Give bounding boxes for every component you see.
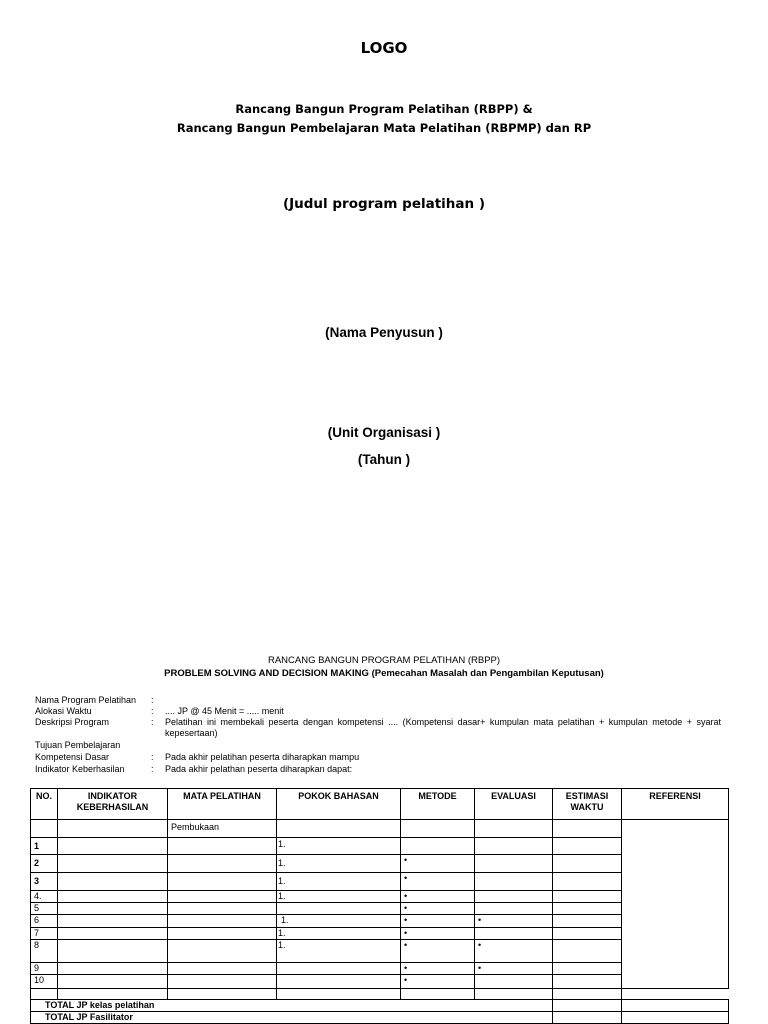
cell-estimasi <box>553 838 622 855</box>
cell-evaluasi: • <box>475 915 553 928</box>
cell-estimasi <box>553 820 622 838</box>
cell-no: 7 <box>31 928 58 940</box>
cell-no: 10 <box>31 975 58 989</box>
cell-evaluasi <box>475 873 553 891</box>
cell-pokok <box>277 903 401 915</box>
cell-estimasi <box>553 873 622 891</box>
info-value: Pada akhir pelatihan peserta diharapkan mampu <box>165 752 360 762</box>
cell-metode: • <box>401 963 475 975</box>
cell-indikator <box>58 903 168 915</box>
cell-no: 6 <box>31 915 58 928</box>
cell-indikator <box>58 989 168 1000</box>
total-kelas-value <box>553 1000 622 1012</box>
total-fasilitator-label: TOTAL JP Fasilitator <box>31 1012 553 1024</box>
total-kelas-row <box>31 1000 729 1012</box>
year-placeholder: (Tahun ) <box>357 452 411 467</box>
cell-pokok <box>277 820 401 838</box>
cell-no: 4. <box>31 891 58 903</box>
cell-mata-pelatihan <box>168 873 277 891</box>
cell-pokok <box>277 963 401 975</box>
logo-text: LOGO <box>360 39 408 57</box>
header-pokok-bahasan: POKOK BAHASAN <box>277 789 401 820</box>
organization-placeholder: (Unit Organisasi ) <box>327 425 441 440</box>
cell-evaluasi <box>475 838 553 855</box>
header-referensi: REFERENSI <box>622 789 729 820</box>
cell-no <box>31 820 58 838</box>
cell-indikator <box>58 975 168 989</box>
cell-indikator <box>58 873 168 891</box>
cell-metode: • <box>401 975 475 989</box>
cell-no: 2 <box>31 855 58 873</box>
cell-pokok: 1. <box>277 928 401 940</box>
cell-metode: • <box>401 928 475 940</box>
cell-evaluasi <box>475 891 553 903</box>
info-colon: : <box>151 764 154 774</box>
cell-pokok <box>277 989 401 1000</box>
cell-mata-pelatihan <box>168 903 277 915</box>
cell-no <box>31 989 58 1000</box>
cell-indikator <box>58 940 168 963</box>
total-kelas-label: TOTAL JP kelas pelatihan <box>31 1000 553 1012</box>
cell-estimasi <box>553 891 622 903</box>
info-colon: : <box>151 706 154 716</box>
cell-evaluasi: • <box>475 940 553 963</box>
cell-estimasi <box>553 963 622 975</box>
info-value: Pada akhir pelathan peserta diharapkan dapat: <box>165 764 353 774</box>
cell-mata-pelatihan <box>168 855 277 873</box>
table-row <box>31 989 729 1000</box>
cell-pokok: 1. <box>277 838 401 855</box>
cell-pokok: 1. <box>277 891 401 903</box>
cell-estimasi <box>553 989 622 1000</box>
table-row <box>31 820 729 838</box>
info-label: Indikator Keberhasilan <box>35 764 125 774</box>
header-evaluasi: EVALUASI <box>475 789 553 820</box>
cover-title-line-1: Rancang Bangun Program Pelatihan (RBPP) & <box>235 102 533 116</box>
cell-mata-pelatihan <box>168 940 277 963</box>
cell-indikator <box>58 915 168 928</box>
cell-mata-pelatihan <box>168 975 277 989</box>
cell-mata-pelatihan <box>168 928 277 940</box>
cell-evaluasi <box>475 855 553 873</box>
cell-estimasi <box>553 928 622 940</box>
cell-metode <box>401 820 475 838</box>
cell-mata-pelatihan <box>168 989 277 1000</box>
cell-estimasi <box>553 940 622 963</box>
rbpp-subheading: PROBLEM SOLVING AND DECISION MAKING (Pemecahan Masalah dan Pengambilan Keputusan) <box>164 668 604 679</box>
cell-pokok: 1. <box>277 873 401 891</box>
table-header-row <box>31 789 729 820</box>
header-metode: METODE <box>401 789 475 820</box>
cell-estimasi <box>553 975 622 989</box>
info-colon: : <box>151 717 154 727</box>
header-no: NO. <box>31 789 58 820</box>
cell-pokok: 1. <box>277 855 401 873</box>
cell-mata-pelatihan <box>168 891 277 903</box>
cell-pokok <box>277 975 401 989</box>
total-fasilitator-value <box>553 1012 622 1024</box>
program-title-placeholder: (Judul program pelatihan ) <box>282 196 486 212</box>
info-label: Deskripsi Program <box>35 717 110 727</box>
cell-estimasi <box>553 903 622 915</box>
cell-evaluasi: • <box>475 963 553 975</box>
total-fasilitator-ref <box>622 1012 729 1024</box>
info-colon: : <box>151 752 154 762</box>
cell-pokok: 1. <box>277 940 401 963</box>
info-label: Kompetensi Dasar <box>35 752 110 762</box>
cell-metode <box>401 989 475 1000</box>
cell-metode: • <box>401 855 475 873</box>
cell-indikator <box>58 928 168 940</box>
cell-indikator <box>58 855 168 873</box>
cell-estimasi <box>553 915 622 928</box>
cell-metode <box>401 838 475 855</box>
cell-evaluasi <box>475 928 553 940</box>
cell-indikator <box>58 891 168 903</box>
cell-evaluasi <box>475 989 553 1000</box>
cell-mata-pelatihan <box>168 915 277 928</box>
cell-referensi <box>622 820 729 989</box>
cell-mata-pelatihan <box>168 838 277 855</box>
header-estimasi-waktu: ESTIMASI WAKTU <box>553 789 622 820</box>
cell-evaluasi <box>475 820 553 838</box>
header-mata-pelatihan: MATA PELATIHAN <box>168 789 277 820</box>
info-label: Tujuan Pembelajaran <box>35 740 121 750</box>
cell-indikator <box>58 838 168 855</box>
cell-estimasi <box>553 855 622 873</box>
cell-no: 3 <box>31 873 58 891</box>
cell-pokok: 1. <box>277 915 401 928</box>
total-kelas-ref <box>622 1000 729 1012</box>
total-fasilitator-row <box>31 1012 729 1024</box>
cell-no: 1 <box>31 838 58 855</box>
info-value: Pelatihan ini membekali peserta dengan kompetensi .... (Kompetensi dasar+ kumpulan mata pelatihan + kumpulan metode + syarat kepesertaan) <box>165 717 721 738</box>
cell-metode: • <box>401 891 475 903</box>
cell-mata-pelatihan <box>168 963 277 975</box>
info-label: Alokasi Waktu <box>35 706 92 716</box>
cell-metode: • <box>401 940 475 963</box>
cell-indikator <box>58 820 168 838</box>
cell-no: 8 <box>31 940 58 963</box>
cell-evaluasi <box>475 903 553 915</box>
cell-metode: • <box>401 915 475 928</box>
rbpp-table <box>30 788 729 1024</box>
cell-metode: • <box>401 903 475 915</box>
info-value: .... JP @ 45 Menit = ..... menit <box>165 706 284 716</box>
header-indikator: INDIKATOR KEBERHASILAN <box>58 789 168 820</box>
info-colon: : <box>151 695 154 705</box>
cover-title-line-2: Rancang Bangun Pembelajaran Mata Pelatihan (RBPMP) dan RP <box>176 121 592 135</box>
cell-mata-pelatihan: Pembukaan <box>168 820 277 838</box>
author-placeholder: (Nama Penyusun ) <box>325 325 443 340</box>
cell-evaluasi <box>475 975 553 989</box>
rbpp-heading: RANCANG BANGUN PROGRAM PELATIHAN (RBPP) <box>267 655 501 666</box>
info-label: Nama Program Pelatihan <box>35 695 137 705</box>
cell-indikator <box>58 963 168 975</box>
cell-no: 5 <box>31 903 58 915</box>
cell-no: 9 <box>31 963 58 975</box>
cell-metode: • <box>401 873 475 891</box>
